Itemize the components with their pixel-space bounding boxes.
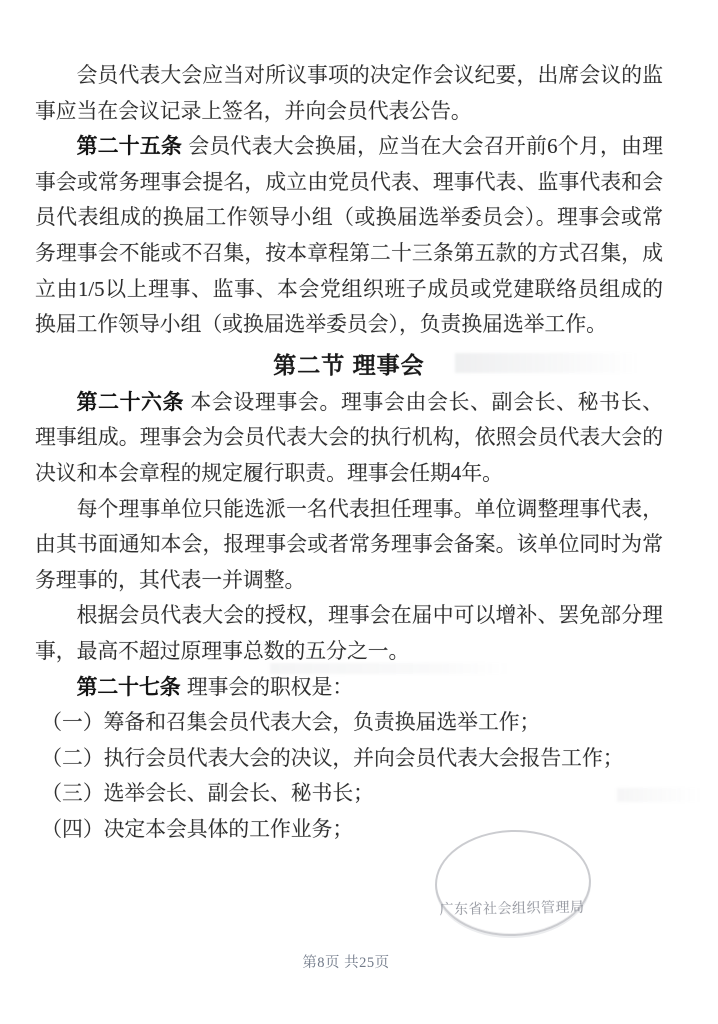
list-item: （二）执行会员代表大会的决议，并向会员代表大会报告工作； <box>41 746 624 770</box>
document-body <box>35 58 663 847</box>
section-heading: 第二节 理事会 <box>273 351 425 378</box>
paragraph: 每个理事单位只能选派一名代表担任理事。单位调整理事代表，由其书面通知本会，报理事会或者常务理事会备案。该单位同时为常务理事的，其代表一并调整。 <box>35 497 663 592</box>
article-number: 第二十七条 <box>76 675 181 699</box>
official-seal-text: 广东省社会组织管理局 <box>439 900 585 919</box>
list-item: （一）筹备和召集会员代表大会，负责换届选举工作； <box>41 711 541 735</box>
article-number: 第二十六条 <box>76 390 185 414</box>
list-item: （三）选举会长、副会长、秘书长； <box>41 782 374 806</box>
article-number: 第二十五条 <box>76 135 183 159</box>
page-number: 第8页 共25页 <box>302 955 390 971</box>
paragraph: 第二十七条 理事会的职权是： <box>76 675 354 699</box>
paragraph: 第二十六条 本会设理事会。理事会由会长、副会长、秘书长、理事组成。理事会为会员代表大会的执行机构，依照会员代表大会的决议和本会章程的规定履行职责。理事会任期4年。 <box>35 390 664 485</box>
paragraph: 会员代表大会应当对所议事项的决定作会议纪要，出席会议的监事应当在会议记录上签名，并向会员代表公告。 <box>35 64 663 123</box>
paragraph: 根据会员代表大会的授权，理事会在届中可以增补、罢免部分理事，最高不超过原理事总数的五分之一。 <box>35 604 663 663</box>
paragraph: 第二十五条 会员代表大会换届，应当在大会召开前6个月，由理事会或常务理事会提名，成立由党员代表、理事代表、监事代表和会员代表组成的换届工作领导小组（或换届选举委员会）。理事会或常务理事会不能或不召集，按本章程第二十三条第五款的方式召集，成立由1/5以上理事、监事、本会党组织班子成员或党建联络员组成的换届工作领导小组（或换届选举委员会），负责换届选举工作。 <box>35 135 663 337</box>
list-item: （四）决定本会具体的工作业务； <box>41 817 354 841</box>
